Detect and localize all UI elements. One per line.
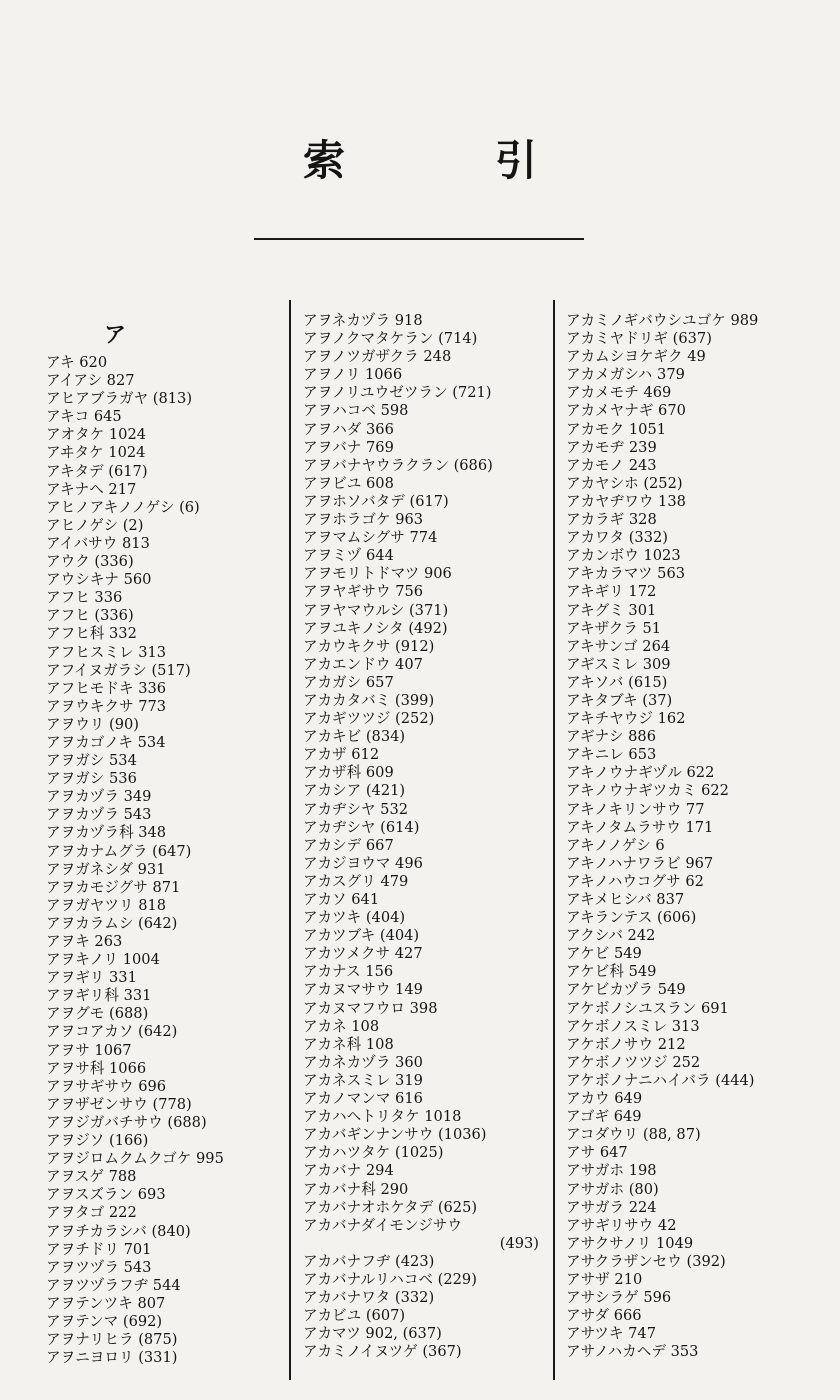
index-entry: アキタデ (617) — [46, 462, 148, 480]
index-entry: アサギリサウ 42 — [566, 1216, 677, 1234]
index-entry: アヲガヤツリ 818 — [46, 896, 167, 914]
index-entry: アヲヤマウルシ (371) — [303, 601, 449, 619]
index-entry: アキチヤウジ 162 — [566, 710, 686, 728]
index-entry: アヲツヅラ 543 — [46, 1258, 152, 1276]
index-entry: アカムシヨケギク 49 — [566, 348, 706, 366]
index-entry: アキコ 645 — [46, 408, 122, 426]
index-entry: アケボノサウ 212 — [566, 1035, 686, 1053]
index-entry: アヲノリユウゼツラン (721) — [303, 384, 492, 402]
index-entry: アカビユ (607) — [303, 1307, 406, 1325]
index-entry: アケボノシユスラン 691 — [566, 999, 729, 1017]
index-entry: アサガホ 198 — [566, 1162, 657, 1180]
index-entry: アカヌマサウ 149 — [303, 981, 423, 999]
index-entry: アカギツツジ (252) — [303, 710, 435, 728]
index-entry: アキタブキ (37) — [566, 691, 673, 709]
index-entry: アフイヌガラシ (517) — [46, 661, 191, 679]
index-entry: アクシバ 242 — [566, 927, 656, 945]
index-entry: アフヒスミレ 313 — [46, 643, 167, 661]
index-entry: アヲジソ (166) — [46, 1132, 149, 1150]
index-entry: アカワタ (332) — [566, 529, 668, 547]
index-entry: アヲガシ 534 — [46, 752, 137, 770]
index-entry: アケボノスミレ 313 — [566, 1017, 700, 1035]
index-entry: アヲカゴノキ 534 — [46, 733, 166, 751]
index-entry: アカマツ 902, (637) — [303, 1325, 442, 1343]
index-entry: アサガホ (80) — [566, 1180, 659, 1198]
index-entry: アヲバナヤウラクラン (686) — [303, 456, 493, 474]
index-entry: アカツメクサ 427 — [303, 945, 423, 963]
index-entry: アフヒ (336) — [46, 607, 134, 625]
index-entry: アカザ科 609 — [303, 764, 394, 782]
index-entry: アヲスゲ 788 — [46, 1168, 137, 1186]
index-entry: アヲカヅラ科 348 — [46, 824, 167, 842]
index-entry: アカカタバミ (399) — [303, 691, 435, 709]
index-entry: アケビ 549 — [566, 945, 642, 963]
index-entry: アカキビ (834) — [303, 728, 406, 746]
index-entry: アヲギリ科 331 — [46, 987, 152, 1005]
index-column-3 — [566, 312, 826, 1361]
index-entry: アカハツタケ (1025) — [303, 1144, 444, 1162]
index-entry: アカバナ 294 — [303, 1162, 394, 1180]
index-entry: アカミヤドリギ (637) — [566, 330, 712, 348]
index-entry: アキノウナギツカミ 622 — [566, 782, 729, 800]
index-entry: アヲウキクサ 773 — [46, 697, 167, 715]
index-entry: アヲユキノシタ (492) — [303, 619, 448, 637]
index-entry: アサシラゲ 596 — [566, 1289, 672, 1307]
index-entry: アカバナフヂ (423) — [303, 1252, 435, 1270]
index-entry: アギスミレ 309 — [566, 655, 671, 673]
index-entry: アヲカモジグサ 871 — [46, 878, 181, 896]
index-entry: アヲザゼンサウ (778) — [46, 1095, 192, 1113]
index-entry: アヲネカヅラ 918 — [303, 312, 423, 329]
index-entry: アカエンドウ 407 — [303, 655, 423, 673]
index-entry: アフヒ 336 — [46, 589, 123, 607]
index-entry: アキ 620 — [46, 354, 108, 371]
index-entry: (493) — [499, 1234, 539, 1252]
index-entry: アカバナオホケタデ (625) — [303, 1198, 478, 1216]
index-entry: アヲギリ 331 — [46, 969, 137, 987]
index-entry: アヲホソバタデ (617) — [303, 492, 449, 510]
title-rule — [254, 238, 584, 240]
index-entry: アヲビユ 608 — [303, 474, 394, 492]
index-entry: アカネスミレ 319 — [303, 1071, 423, 1089]
index-entry: アサガラ 224 — [566, 1198, 657, 1216]
index-entry: アキザクラ 51 — [566, 619, 662, 637]
index-entry: アキギリ 172 — [566, 583, 657, 601]
index-entry: アヲツヅラフヂ 544 — [46, 1276, 181, 1294]
index-entry: アヲキ 263 — [46, 933, 123, 950]
index-entry: アウク (336) — [46, 553, 134, 571]
index-entry: アケボノナニハイバラ (444) — [566, 1071, 755, 1089]
index-entry: アヲニヨロリ (331) — [46, 1349, 178, 1367]
index-entry: アカハヘトリタケ 1018 — [303, 1108, 462, 1126]
index-entry: アカシデ 667 — [303, 836, 394, 854]
index-entry: アカヤヂワウ 138 — [566, 492, 686, 510]
index-entry: アキノノゲシ 6 — [566, 836, 665, 854]
index-entry: アヲサ科 1066 — [46, 1059, 147, 1077]
index-entry: アヲガネシダ 931 — [46, 860, 166, 878]
index-entry: アギナシ 886 — [566, 728, 656, 746]
index-entry: アヲカヅラ 349 — [46, 788, 152, 806]
index-entry: アキソバ (615) — [566, 673, 668, 691]
index-entry: アカミノギバウシユゴケ 989 — [566, 312, 759, 329]
index-entry: アサクラザンセウ (392) — [566, 1252, 726, 1270]
index-entry: アヲテンツキ 807 — [46, 1294, 166, 1312]
index-column-1 — [46, 322, 306, 1367]
index-entry: アキノタムラサウ 171 — [566, 818, 714, 836]
index-entry: アヲキノリ 1004 — [46, 951, 160, 969]
index-entry: アカツブキ (404) — [303, 927, 420, 945]
index-entry: アカシア (421) — [303, 782, 406, 800]
index-entry: アカモヂ 239 — [566, 438, 657, 456]
index-entry: アヲスズラン 693 — [46, 1186, 166, 1204]
index-entry: アヲガシ 536 — [46, 770, 137, 788]
index-entry: アキサンゴ 264 — [566, 637, 671, 655]
index-entry: アカメガシハ 379 — [566, 366, 685, 384]
index-entry: アキカラマツ 563 — [566, 565, 686, 583]
index-entry: アコダウリ (88, 87) — [566, 1126, 701, 1144]
index-entry: アカヤシホ (252) — [566, 474, 683, 492]
index-entry: アキニレ 653 — [566, 746, 657, 764]
index-entry: アカメモチ 469 — [566, 384, 672, 402]
index-entry: アサクサノリ 1049 — [566, 1234, 694, 1252]
index-entry: アケボノツツジ 252 — [566, 1053, 701, 1071]
index-entry: アカソ 641 — [303, 891, 380, 908]
index-entry: アサ 647 — [566, 1144, 628, 1162]
index-entry: アヲミヅ 644 — [303, 547, 394, 565]
index-entry: アヲコアカソ (642) — [46, 1023, 178, 1041]
index-entry: アヲテンマ (692) — [46, 1312, 163, 1330]
index-entry: アカバナダイモンジサウ — [303, 1216, 462, 1234]
index-entry: アカミノイヌツゲ (367) — [303, 1343, 462, 1361]
index-entry: アカノマンマ 616 — [303, 1090, 423, 1108]
index-entry: アヲカナムグラ (647) — [46, 842, 192, 860]
index-entry: アキノハナワラビ 967 — [566, 854, 714, 872]
index-entry: アサザ 210 — [566, 1270, 643, 1288]
index-entry: アヰタケ 1024 — [46, 444, 146, 462]
index-entry: アカツキ (404) — [303, 909, 406, 927]
index-entry: アヲモリトドマツ 906 — [303, 565, 452, 583]
section-heading: ア — [104, 322, 127, 348]
index-entry: アヲハコベ 598 — [303, 402, 409, 420]
index-entry: アヲヤギサウ 756 — [303, 583, 424, 601]
page-title-left: 索 — [302, 136, 345, 185]
index-entry: アカラギ 328 — [566, 511, 657, 529]
index-entry: アカウキクサ (912) — [303, 637, 435, 655]
index-entry: アカンボウ 1023 — [566, 547, 681, 565]
index-entry: アカメヤナギ 670 — [566, 402, 686, 420]
index-entry: アイバサウ 813 — [46, 534, 150, 552]
index-entry: アオタケ 1024 — [46, 426, 147, 444]
index-entry: アヒノアキノノゲシ (6) — [46, 498, 200, 516]
index-entry: アカヌマフウロ 398 — [303, 999, 438, 1017]
index-entry: アカバナ科 290 — [303, 1180, 409, 1198]
index-entry: アヲハダ 366 — [303, 420, 394, 438]
index-entry: アカウ 649 — [566, 1090, 643, 1108]
index-entry: アヲジガバチサウ (688) — [46, 1113, 207, 1131]
index-entry: アヒノゲシ (2) — [46, 516, 144, 534]
index-entry: アヲノクマタケラン (714) — [303, 330, 478, 348]
index-entry: アカネ 108 — [303, 1017, 380, 1035]
index-entry: アキナヘ 217 — [46, 480, 137, 498]
index-entry: アヲジロムクムクゴケ 995 — [46, 1150, 224, 1168]
index-entry: アヲサギサウ 696 — [46, 1077, 167, 1095]
index-entry: アフヒモドキ 336 — [46, 679, 167, 697]
index-entry: アカヂシヤ 532 — [303, 800, 409, 818]
index-entry: アキノキリンサウ 77 — [566, 800, 705, 818]
index-entry: アヲグモ (688) — [46, 1005, 149, 1023]
index-entry: アゴギ 649 — [566, 1108, 642, 1126]
index-entry: アヲウリ (90) — [46, 715, 139, 733]
index-entry: アカナス 156 — [303, 963, 394, 981]
index-entry: アサダ 666 — [566, 1307, 642, 1325]
index-entry: アキグミ 301 — [566, 601, 657, 619]
index-entry: アヲカラムシ (642) — [46, 914, 178, 932]
index-entry: アヲバナ 769 — [303, 438, 394, 456]
index-entry: アヲホラゴケ 963 — [303, 511, 424, 529]
index-entry: アカバナルリハコベ (229) — [303, 1270, 477, 1288]
index-entry: アカネ科 108 — [303, 1035, 394, 1053]
index-entry: アヲノツガザクラ 248 — [303, 348, 452, 366]
index-entry: アサツキ 747 — [566, 1325, 656, 1343]
index-entry: アケビカヅラ 549 — [566, 981, 686, 999]
index-entry: アヲチドリ 701 — [46, 1240, 152, 1258]
index-entry: アヲノリ 1066 — [303, 366, 403, 384]
index-entry: アヲナリヒラ (875) — [46, 1331, 178, 1349]
index-entry: アヲサ 1067 — [46, 1041, 132, 1059]
index-entry: アキノウナギヅル 622 — [566, 764, 715, 782]
index-entry: アカバギンナンサウ (1036) — [303, 1126, 487, 1144]
index-entry: アカネカヅラ 360 — [303, 1053, 423, 1071]
index-entry: アカザ 612 — [303, 746, 380, 764]
index-entry: アキランテス (606) — [566, 909, 697, 927]
index-entry: アカガシ 657 — [303, 673, 394, 691]
page-title-right: 引 — [495, 136, 538, 185]
index-entry: アサノハカヘデ 353 — [566, 1343, 699, 1361]
index-column-2 — [303, 312, 563, 1361]
index-entry: アイアシ 827 — [46, 372, 135, 390]
index-entry: アカジヨウマ 496 — [303, 854, 423, 872]
index-entry: アヒアブラガヤ (813) — [46, 390, 193, 408]
index-entry: アカバナワタ (332) — [303, 1289, 435, 1307]
index-entry: アヲタゴ 222 — [46, 1204, 137, 1222]
index-entry: アヲカヅラ 543 — [46, 806, 152, 824]
index-entry: アヲマムシグサ 774 — [303, 529, 438, 547]
index-entry: アキノハウコグサ 62 — [566, 872, 704, 890]
index-entry: アケビ科 549 — [566, 963, 657, 981]
page-title — [0, 128, 840, 188]
index-entry: アカヂシヤ (614) — [303, 818, 420, 836]
index-entry: アカモノ 243 — [566, 456, 657, 474]
index-entry: アキメヒシバ 837 — [566, 891, 685, 908]
index-entry: アウシキナ 560 — [46, 571, 152, 589]
index-entry: アフヒ科 332 — [46, 625, 137, 643]
index-entry: アカモク 1051 — [566, 420, 667, 438]
index-entry: アヲチカラシバ (840) — [46, 1222, 191, 1240]
index-entry: アカスグリ 479 — [303, 872, 409, 890]
